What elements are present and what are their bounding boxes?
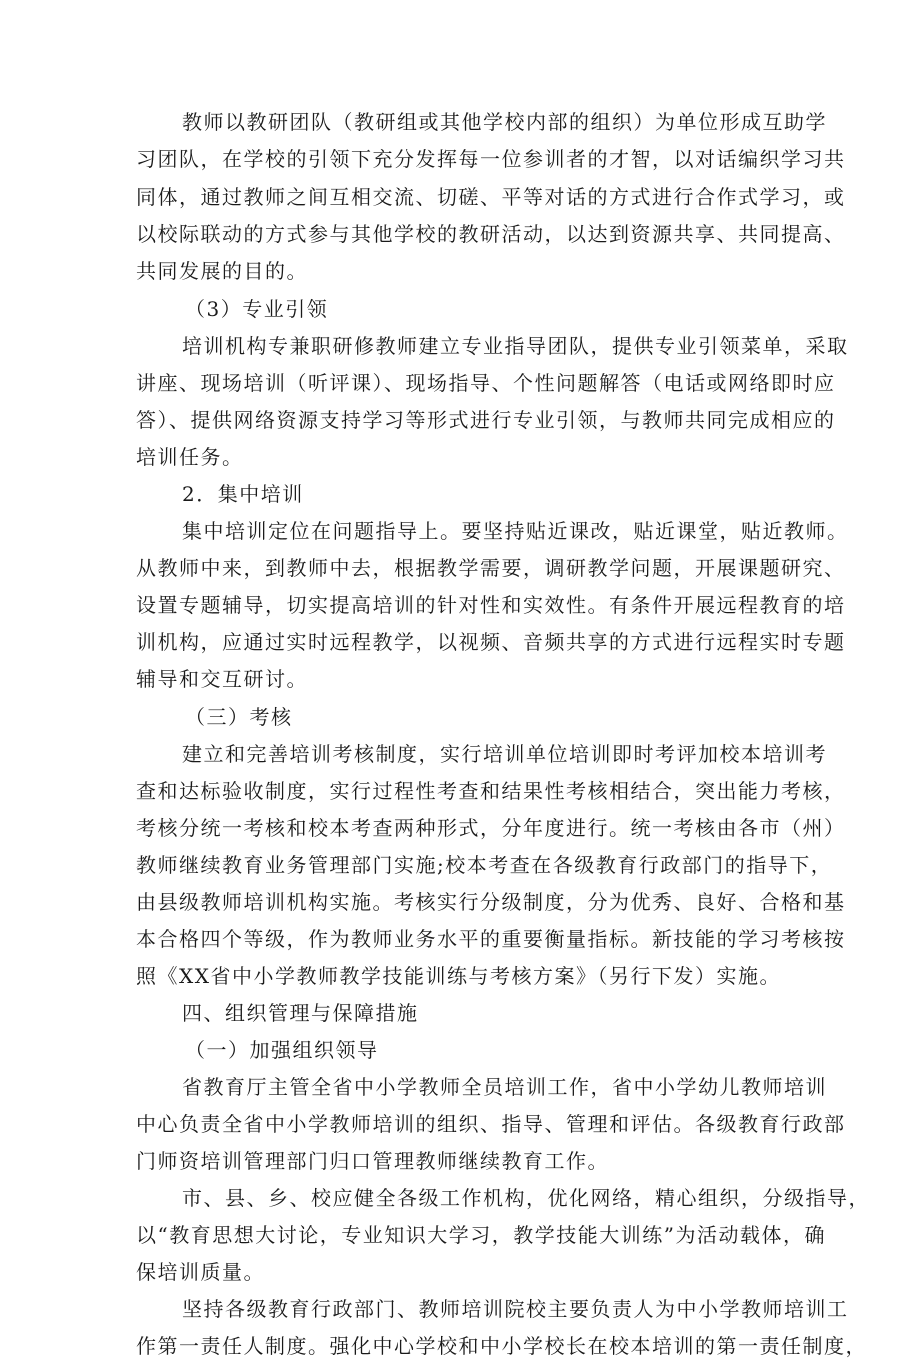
section-heading: （一）加强组织领导 bbox=[185, 1038, 379, 1062]
paragraph-line: 设置专题辅导，切实提高培训的针对性和实效性。有条件开展远程教育的培 bbox=[136, 593, 846, 617]
paragraph-line: 省教育厅主管全省中小学教师全员培训工作，省中小学幼儿教师培训 bbox=[182, 1075, 827, 1099]
paragraph-line: 从教师中来，到教师中去，根据教学需要，调研教学问题，开展课题研究、 bbox=[136, 556, 846, 580]
paragraph-line: 答）、提供网络资源支持学习等形式进行专业引领，与教师共同完成相应的 bbox=[136, 408, 836, 432]
paragraph-line: 以校际联动的方式参与其他学校的教研活动，以达到资源共享、共同提高、 bbox=[136, 222, 846, 246]
paragraph-line: 教师以教研团队（教研组或其他学校内部的组织）为单位形成互助学 bbox=[182, 110, 827, 134]
paragraph-line: 训机构，应通过实时远程教学，以视频、音频共享的方式进行远程实时专题 bbox=[136, 630, 846, 654]
paragraph-line: 保培训质量。 bbox=[136, 1260, 265, 1284]
paragraph-line: 考核分统一考核和校本考查两种形式，分年度进行。统一考核由各市（州） bbox=[136, 816, 846, 840]
paragraph-line: 辅导和交互研讨。 bbox=[136, 667, 308, 691]
paragraph-line: 查和达标验收制度，实行过程性考查和结果性考核相结合，突出能力考核， bbox=[136, 779, 846, 803]
paragraph-line: 中心负责全省中小学教师培训的组织、指导、管理和评估。各级教育行政部 bbox=[136, 1112, 846, 1136]
section-heading: （3）专业引领 bbox=[185, 297, 329, 321]
paragraph-line: 由县级教师培训机构实施。考核实行分级制度，分为优秀、良好、合格和基 bbox=[136, 890, 846, 914]
section-heading: 四、组织管理与保障措施 bbox=[182, 1001, 419, 1025]
paragraph-line: 以“教育思想大讨论，专业知识大学习，教学技能大训练”为活动载体，确 bbox=[136, 1223, 826, 1247]
paragraph-line: 习团队，在学校的引领下充分发挥每一位参训者的才智，以对话编织学习共 bbox=[136, 147, 846, 171]
paragraph-line: 讲座、现场培训（听评课）、现场指导、个性问题解答（电话或网络即时应 bbox=[136, 371, 836, 395]
paragraph-line: 作第一责任人制度。强化中心学校和中小学校长在校本培训的第一责任制度， bbox=[136, 1334, 867, 1358]
paragraph-line: 建立和完善培训考核制度，实行培训单位培训即时考评加校本培训考 bbox=[182, 742, 827, 766]
paragraph-line: 照《XX省中小学教师教学技能训练与考核方案》（另行下发）实施。 bbox=[136, 964, 781, 988]
paragraph-line: 坚持各级教育行政部门、教师培训院校主要负责人为中小学教师培训工 bbox=[182, 1297, 849, 1321]
paragraph-line: 教师继续教育业务管理部门实施;校本考查在各级教育行政部门的指导下， bbox=[136, 853, 833, 877]
section-heading: 2．集中培训 bbox=[182, 482, 304, 506]
paragraph-line: 共同发展的目的。 bbox=[136, 259, 308, 283]
paragraph-line: 同体，通过教师之间互相交流、切磋、平等对话的方式进行合作式学习，或 bbox=[136, 185, 846, 209]
section-heading: （三）考核 bbox=[185, 705, 293, 729]
paragraph-line: 门师资培训管理部门归口管理教师继续教育工作。 bbox=[136, 1149, 609, 1173]
paragraph-line: 本合格四个等级，作为教师业务水平的重要衡量指标。新技能的学习考核按 bbox=[136, 927, 846, 951]
paragraph-line: 市、县、乡、校应健全各级工作机构，优化网络，精心组织，分级指导， bbox=[182, 1186, 870, 1210]
paragraph-line: 培训机构专兼职研修教师建立专业指导团队，提供专业引领菜单，采取 bbox=[182, 334, 849, 358]
paragraph-line: 集中培训定位在问题指导上。要坚持贴近课改，贴近课堂，贴近教师。 bbox=[182, 519, 849, 543]
paragraph-line: 培训任务。 bbox=[136, 445, 244, 469]
